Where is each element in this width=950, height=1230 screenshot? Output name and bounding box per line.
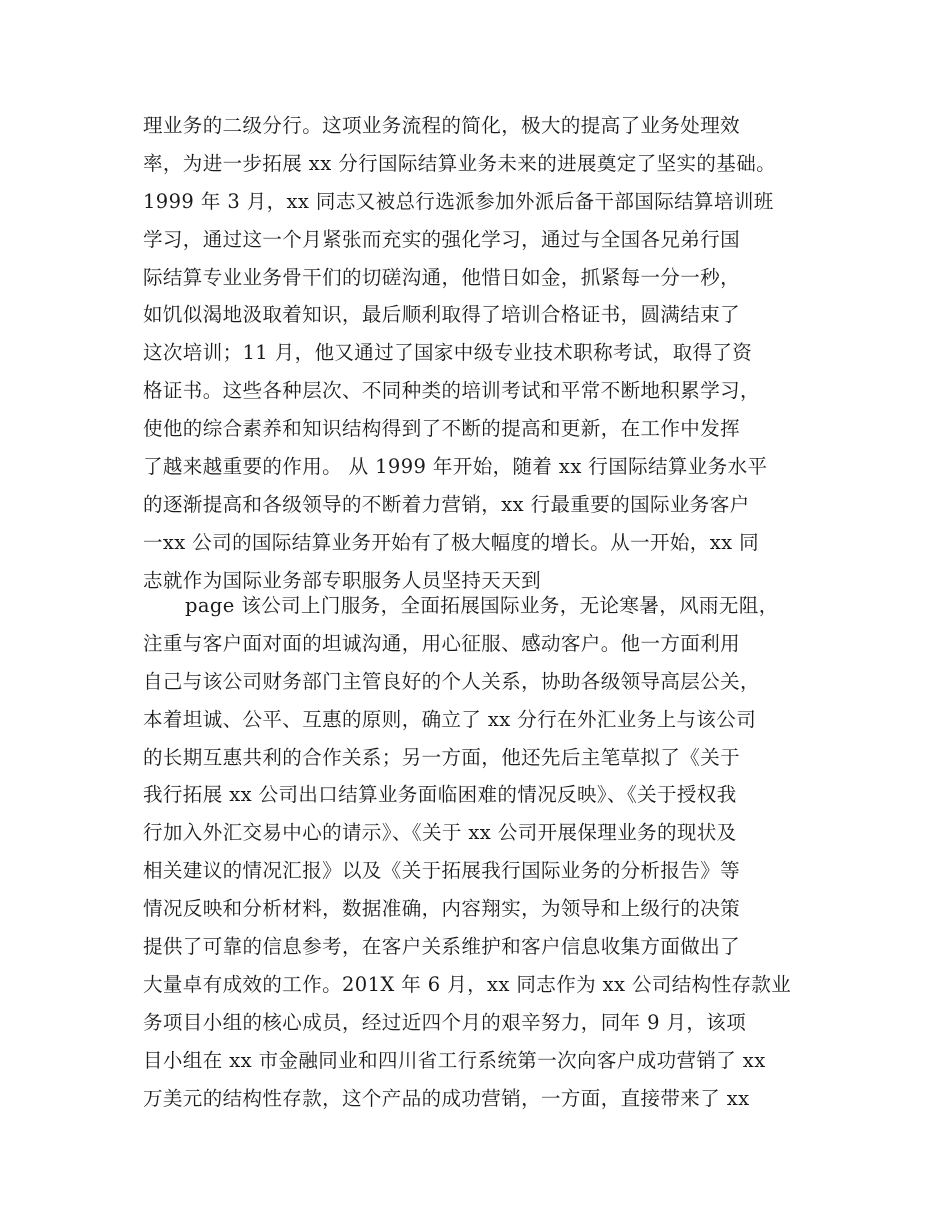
text-line: 理业务的二级分行。这项业务流程的简化，极大的提高了业务处理效 [143, 114, 741, 137]
text-line: 我行拓展 xx 公司出口结算业务面临困难的情况反映》、《关于授权我 [143, 783, 737, 807]
text-line: 这次培训；11 月，他又通过了国家中级专业技术职称考试，取得了资 [143, 341, 753, 365]
text-line: 的长期互惠共利的合作关系；另一方面，他还先后主笔草拟了《关于 [143, 745, 741, 769]
text-line: 行加入外汇交易中心的请示》、《关于 xx 公司开展保理业务的现状及 [143, 821, 737, 845]
text-line: 注重与客户面对面的坦诚沟通，用心征服、感动客户。他一方面利用 [143, 631, 741, 655]
text-line: 大量卓有成效的工作。201X 年 6 月，xx 同志作为 xx 公司结构性存款业 [143, 972, 792, 996]
text-line: 目小组在 xx 市金融同业和四川省工行系统第一次向客户成功营销了 xx [143, 1048, 766, 1072]
text-line: 使他的综合素养和知识结构得到了不断的提高和更新，在工作中发挥 [143, 417, 741, 441]
text-line: 万美元的结构性存款，这个产品的成功营销，一方面，直接带来了 xx [143, 1086, 750, 1110]
text-line: 相关建议的情况汇报》以及《关于拓展我行国际业务的分析报告》等 [143, 859, 741, 883]
text-line: 了越来越重要的作用。 从 1999 年开始，随着 xx 行国际结算业务水平 [143, 455, 768, 479]
text-line: 志就作为国际业务部专职服务人员坚持天天到 [143, 568, 542, 592]
paragraph-2 [143, 587, 823, 1117]
text-line: 率，为进一步拓展 xx 分行国际结算业务未来的进展奠定了坚实的基础。 [143, 151, 776, 175]
text-line: 如饥似渴地汲取着知识，最后顺利取得了培训合格证书，圆满结束了 [143, 303, 741, 327]
text-line: 自己与该公司财务部门主管良好的个人关系，协助各级领导高层公关， [143, 669, 760, 693]
text-line: 际结算专业业务骨干们的切磋沟通，他惜日如金，抓紧每一分一秒， [143, 265, 741, 289]
text-line: 务项目小组的核心成员，经过近四个月的艰辛努力，同年 9 月，该项 [143, 1010, 747, 1034]
text-line: 本着坦诚、公平、互惠的原则，确立了 xx 分行在外汇业务上与该公司 [143, 707, 757, 731]
text-line: 1999 年 3 月，xx 同志又被总行选派参加外派后备干部国际结算培训班 [143, 189, 774, 213]
text-line: 情况反映和分析材料，数据准确，内容翔实，为领导和上级行的决策 [143, 897, 741, 921]
text-line: 一xx 公司的国际结算业务开始有了极大幅度的增长。从一开始，xx 同 [143, 530, 759, 554]
text-line: 的逐渐提高和各级领导的不断着力营销，xx 行最重要的国际业务客户 [143, 492, 750, 516]
text-line: page 该公司上门服务，全面拓展国际业务，无论寒暑，风雨无阻， [185, 594, 779, 617]
text-line: 提供了可靠的信息参考，在客户关系维护和客户信息收集方面做出了 [143, 935, 741, 959]
paragraph-1 [143, 107, 823, 600]
text-line: 格证书。这些各种层次、不同种类的培训考试和平常不断地积累学习， [143, 379, 760, 403]
text-line: 学习，通过这一个月紧张而充实的强化学习，通过与全国各兄弟行国 [143, 227, 741, 251]
